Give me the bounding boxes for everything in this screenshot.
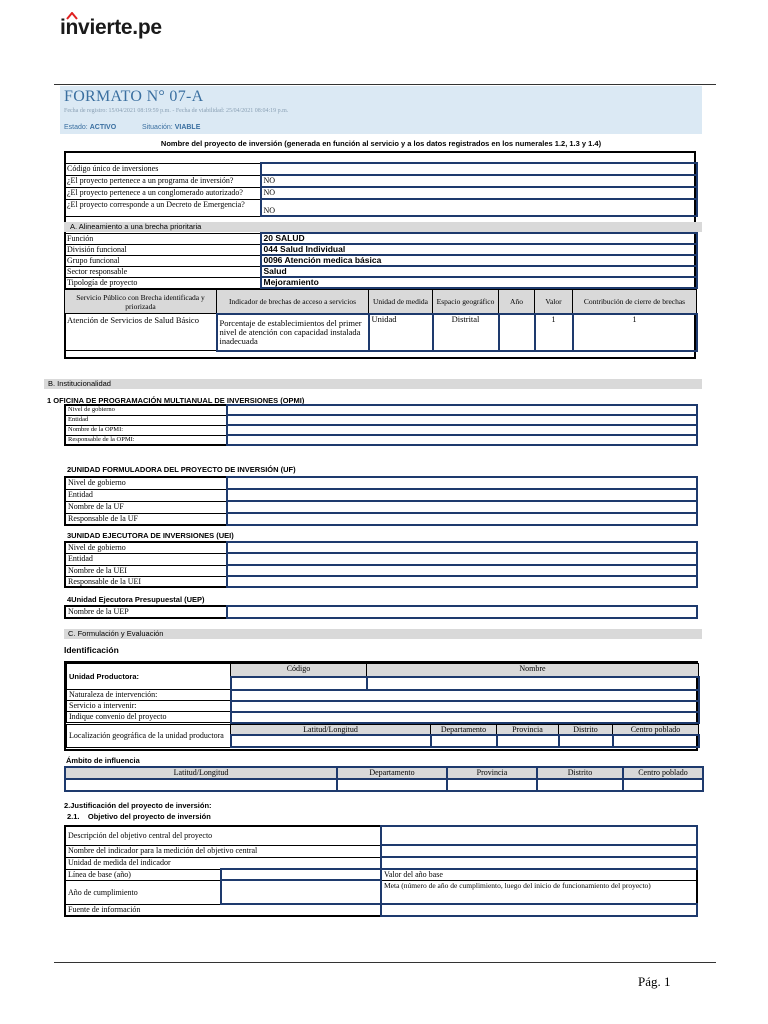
column-header: Indicador de brechas de acceso a servicios	[217, 290, 369, 314]
uei-entidad-field[interactable]	[227, 553, 697, 565]
field-label: Código único de inversiones	[65, 163, 261, 175]
column-header: Provincia	[447, 767, 537, 779]
loc-departamento-field[interactable]	[431, 735, 497, 747]
table-row	[65, 477, 697, 489]
field-label: ¿El proyecto corresponde a un Decreto de Emergencia?	[65, 199, 261, 216]
table-row	[65, 857, 697, 869]
table-row	[65, 845, 697, 857]
status-situacion: Situación: VIABLE	[142, 124, 201, 131]
programa-field[interactable]: NO	[261, 175, 697, 187]
justificacion-heading: 2.Justificación del proyecto de inversión:	[64, 801, 212, 810]
uei-nivel-field[interactable]	[227, 542, 697, 553]
project-name-label: Nombre del proyecto de inversión (generada en función al servicio y a los datos registrados en los numerales 1.2, 1.3 y 1.4)	[160, 139, 602, 148]
table-row	[67, 664, 699, 677]
espacio-cell: Distrital	[433, 314, 499, 351]
amb-provincia-field[interactable]	[447, 779, 537, 791]
field-label: Servicio a intervenir:	[67, 701, 231, 712]
field-label: Grupo funcional	[65, 255, 261, 266]
field-label: Entidad	[65, 415, 227, 425]
loc-provincia-field[interactable]	[497, 735, 559, 747]
unidad-productora-block	[64, 661, 698, 751]
brecha-table	[64, 289, 698, 352]
grupo-field[interactable]: 0096 Atención medica básica	[261, 255, 697, 266]
top-divider	[54, 84, 716, 85]
table-row	[65, 255, 697, 266]
identificacion-heading: Identificación	[64, 645, 119, 655]
field-label: Entidad	[65, 553, 227, 565]
field-label: Indique convenio del proyecto	[67, 712, 231, 723]
column-header: Contribución de cierre de brechas	[573, 290, 697, 314]
field-label: Nombre de la UEI	[65, 565, 227, 576]
invierte-pe-logo: invierte.pe	[60, 16, 162, 46]
field-label: Valor del año base	[381, 869, 697, 880]
anio-cell	[499, 314, 535, 351]
table-row	[65, 606, 697, 618]
column-header: Centro poblado	[623, 767, 703, 779]
table-row	[65, 163, 697, 175]
uf-nivel-field[interactable]	[227, 477, 697, 489]
division-field[interactable]: 044 Salud Individual	[261, 244, 697, 255]
conglomerado-field[interactable]: NO	[261, 187, 697, 199]
field-label: Nombre de la OPMI:	[65, 425, 227, 435]
field-label: Unidad de medida del indicador	[65, 857, 381, 869]
field-label: Responsable de la OPMI:	[65, 435, 227, 445]
uei-heading: 3UNIDAD EJECUTORA DE INVERSIONES (UEI)	[67, 531, 234, 540]
section-b-title: B. Institucionalidad	[44, 379, 702, 389]
page-number: Pág. 1	[638, 974, 671, 989]
amb-distrito-field[interactable]	[537, 779, 623, 791]
table-row	[65, 435, 697, 445]
uf-entidad-field[interactable]	[227, 489, 697, 501]
table-row	[65, 869, 697, 880]
sector-field[interactable]: Salud	[261, 266, 697, 277]
column-header: Unidad de medida	[369, 290, 433, 314]
uf-table	[64, 476, 698, 526]
general-table	[64, 162, 698, 217]
uf-responsable-field[interactable]	[227, 513, 697, 525]
ambito-table	[64, 766, 704, 792]
logo-accent-icon	[66, 12, 78, 20]
opmi-heading: 1 OFICINA DE PROGRAMACIÓN MULTIANUAL DE INVERSIONES (OPMI)	[47, 396, 305, 405]
field-label: Nombre de la UF	[65, 501, 227, 513]
table-row	[65, 415, 697, 425]
up-codigo-field[interactable]	[231, 677, 367, 690]
amb-departamento-field[interactable]	[337, 779, 447, 791]
table-row	[65, 565, 697, 576]
amb-latlong-field[interactable]	[65, 779, 337, 791]
funcion-field[interactable]: 20 SALUD	[261, 233, 697, 244]
column-header: Servicio Público con Brecha identificada y priorizada	[65, 290, 217, 314]
field-label: Nivel de gobierno	[65, 542, 227, 553]
objetivo-descripcion-field[interactable]	[381, 826, 697, 845]
field-label: Nombre de la UEP	[65, 606, 227, 618]
cui-field[interactable]	[261, 163, 697, 175]
uei-responsable-field[interactable]	[227, 576, 697, 587]
loc-latlong-field[interactable]	[231, 735, 431, 747]
opmi-table	[64, 404, 698, 446]
table-row	[65, 576, 697, 587]
status-estado: Estado: ACTIVO	[64, 124, 117, 131]
table-row	[65, 405, 697, 415]
uf-nombre-field[interactable]	[227, 501, 697, 513]
uep-nombre-field[interactable]	[227, 606, 697, 618]
table-row	[65, 277, 697, 288]
field-label: Entidad	[65, 489, 227, 501]
table-row	[65, 542, 697, 553]
table-row	[65, 314, 697, 351]
column-header: Código	[231, 664, 367, 677]
field-label: Naturaleza de intervención:	[67, 690, 231, 701]
table-header-row	[67, 724, 699, 735]
indicador-cell: Porcentaje de establecimientos del primer nivel de atención con capacidad instalada inadecuada	[217, 314, 369, 351]
field-label: Año de cumplimiento	[65, 880, 221, 904]
table-row	[65, 199, 697, 216]
field-label: Meta (número de año de cumplimiento, luego del inicio de funcionamiento del proyecto)	[381, 880, 697, 904]
alineamiento-table	[64, 232, 698, 289]
column-header: Valor	[535, 290, 573, 314]
general-block	[64, 151, 696, 359]
table-row	[65, 425, 697, 435]
field-label: Descripción del objetivo central del proyecto	[65, 826, 381, 845]
table-row	[65, 501, 697, 513]
table-row	[65, 826, 697, 845]
table-row	[65, 175, 697, 187]
decreto-field[interactable]: NO	[261, 199, 697, 216]
objetivo-table	[64, 825, 698, 917]
column-header: Provincia	[497, 724, 559, 735]
contribucion-cell: 1	[573, 314, 697, 351]
table-row	[67, 712, 699, 723]
field-label: Nivel de gobierno	[65, 477, 227, 489]
table-row	[67, 701, 699, 712]
table-row	[65, 233, 697, 244]
field-label: Nivel de gobierno	[65, 405, 227, 415]
section-a-title: A. Alineamiento a una brecha prioritaria	[64, 222, 702, 232]
column-header: Centro poblado	[613, 724, 699, 735]
tipologia-field[interactable]: Mejoramiento	[261, 277, 697, 288]
field-label: División funcional	[65, 244, 261, 255]
loc-centro-field[interactable]	[613, 735, 699, 747]
form-header	[60, 86, 702, 134]
section-c-title: C. Formulación y Evaluación	[64, 629, 702, 639]
indicador-unidad-field[interactable]	[381, 857, 697, 869]
localizacion-table	[66, 724, 700, 749]
table-row	[67, 690, 699, 701]
servicio-field[interactable]	[231, 701, 699, 712]
localizacion-label: Localización geográfica de la unidad productora	[67, 724, 231, 747]
uei-nombre-field[interactable]	[227, 565, 697, 576]
field-label: Tipología de proyecto	[65, 277, 261, 288]
unidad-productora-label: Unidad Productora:	[67, 664, 231, 690]
uei-table	[64, 541, 698, 588]
opmi-responsable-field[interactable]	[227, 435, 697, 445]
ambito-heading: Ámbito de influencia	[66, 756, 140, 765]
table-row	[65, 244, 697, 255]
table-row	[65, 880, 697, 904]
opmi-entidad-field[interactable]	[227, 415, 697, 425]
column-header: Latitud/Longitud	[65, 767, 337, 779]
column-header: Año	[499, 290, 535, 314]
objetivo-heading: 2.1. Objetivo del proyecto de inversión	[67, 812, 211, 821]
field-label: Responsable de la UF	[65, 513, 227, 525]
field-label: Sector responsable	[65, 266, 261, 277]
table-row	[65, 904, 697, 916]
table-row	[65, 187, 697, 199]
field-label: ¿El proyecto pertenece a un conglomerado autorizado?	[65, 187, 261, 199]
column-header: Espacio geográfico	[433, 290, 499, 314]
field-label: Responsable de la UEI	[65, 576, 227, 587]
naturaleza-field[interactable]	[231, 690, 699, 701]
fuente-field[interactable]	[381, 904, 697, 916]
column-header: Distrito	[559, 724, 613, 735]
field-label: ¿El proyecto pertenece a un programa de inversión?	[65, 175, 261, 187]
table-row	[65, 779, 703, 791]
column-header: Departamento	[337, 767, 447, 779]
uep-heading: 4Unidad Ejecutora Presupuestal (UEP)	[67, 595, 205, 604]
field-label: Línea de base (año)	[65, 869, 221, 880]
indicador-nombre-field[interactable]	[381, 845, 697, 857]
servicio-cell: Atención de Servicios de Salud Básico	[65, 314, 217, 351]
table-row	[65, 513, 697, 525]
bottom-divider	[54, 962, 716, 963]
convenio-field[interactable]	[231, 712, 699, 723]
uf-heading: 2UNIDAD FORMULADORA DEL PROYECTO DE INVERSIÓN (UF)	[67, 465, 296, 474]
amb-centro-field[interactable]	[623, 779, 703, 791]
loc-distrito-field[interactable]	[559, 735, 613, 747]
column-header: Distrito	[537, 767, 623, 779]
form-title: FORMATO N° 07-A	[64, 88, 204, 105]
field-label: Función	[65, 233, 261, 244]
table-row	[65, 489, 697, 501]
valor-cell: 1	[535, 314, 573, 351]
table-header-row	[65, 290, 697, 314]
uep-table	[64, 605, 698, 619]
opmi-nombre-field[interactable]	[227, 425, 697, 435]
up-nombre-field[interactable]	[367, 677, 699, 690]
table-row	[65, 553, 697, 565]
anio-cumplimiento-field[interactable]	[221, 880, 381, 904]
linea-base-field[interactable]	[221, 869, 381, 880]
table-header-row	[65, 767, 703, 779]
field-label: Nombre del indicador para la medición del objetivo central	[65, 845, 381, 857]
unidad-cell: Unidad	[369, 314, 433, 351]
unidad-productora-table	[66, 663, 700, 724]
opmi-nivel-field[interactable]	[227, 405, 697, 415]
column-header: Nombre	[367, 664, 699, 677]
field-label: Fuente de información	[65, 904, 381, 916]
registration-dates: Fecha de registro: 15/04/2021 08:19:59 p.m. - Fecha de viabilidad: 25/04/2021 08:04:19 p.m.	[64, 108, 289, 114]
column-header: Latitud/Longitud	[231, 724, 431, 735]
table-row	[65, 266, 697, 277]
column-header: Departamento	[431, 724, 497, 735]
